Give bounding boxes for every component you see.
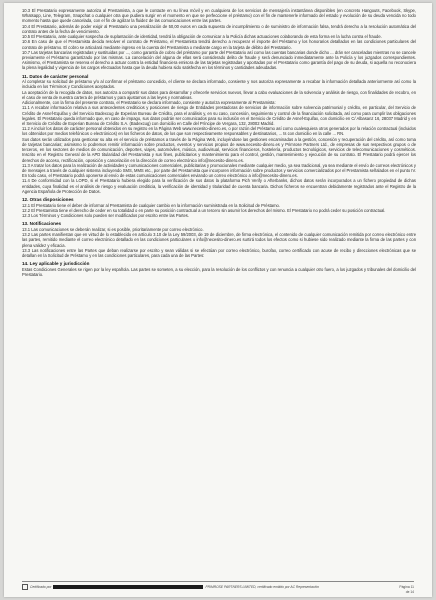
certificate-stamp-icon xyxy=(22,584,28,590)
clause-10-7: 10.7 Las tarjetas bancarias registradas y sustituidas por ..., como garantía de cobro del préstamo por parte del Prestatario así como las cuentas bancarias donde dicho ... drán ser canceladas mientras no se cancele previamente el Préstamo garantizado por las mismas. La cancelación del alguna de ellas será considerado delito de fraude y será denunciado inmediatamente ante la Policía y los juzgados correspondientes. Asimismo, el Prestamista se reserva el derecho a actuar contra la entidad financiera emisora de las tarjetas registradas y aportadas por el Prestatario como garantía del pago de su deuda, si aquella no reconociera la plena legalidad y vigencia de los cargos efectuados hasta que la deuda hubiera sido satisfecha en los términos y cantidades adeudadas. xyxy=(22,49,416,71)
clause-12-1: 12.1 El Prestatario tiene el deber de informar al Prestamista de cualquier cambio en la información suministrada en la Solicitud de Préstamo. xyxy=(22,202,281,208)
section-heading-12: 12. Otras disposiciones xyxy=(22,197,74,203)
redacted-block xyxy=(53,585,203,588)
clause-10-5: 10.5 El Prestatario, ante cualquier sospecha de suplantación de identidad, tendrá la obligación de comunicar a la Policía dichas actuaciones colaborando de esta forma en la lucha contra el fraude. xyxy=(22,34,382,40)
clause-10-6: 10.6 En caso de que el Prestamista decida resolver el contrato de Préstamo, el Prestamista tendrá derecho a recuperar el importe del Préstamo y los honorarios detallados en las condiciones particulares del contrato de préstamo. El cobro se articulará mediante ingreso en la cuenta del Prestamista o mediante cargo en la tarjeta de débito del Prestatario. xyxy=(22,39,416,50)
section-14-text: Estas Condiciones Generales se rigen por la ley española. Las partes se someten, a su elección, para la resolución de los conflictos y con renuncia a cualquier otro fuero, a los juzgados y tribunales del domicilio del Prestatario. xyxy=(22,266,416,277)
page-label: Página 11 xyxy=(399,585,414,589)
clause-12-3: 12.3 Los Términos y Condiciones solo pueden ser modificados por escrito entre las Partes. xyxy=(22,213,190,219)
clause-13-2: 13.2 Las partes manifiestan que en virtud de lo establecido en artículo 3.10 de la Ley 59/2003, de 19 de diciembre, de firma electrónica, el contenido de cualquier comunicación remitida por correo electrónico entre las partes, remitido mediante el correo electrónico detallado en las condiciones particulares o info@necesito-dinero.es surtirá todos los efectos como si hubiese sido realizado mediante la firma de las partes y con plena validez y eficacia. xyxy=(22,232,416,248)
clause-10-4: 10.4 El Prestatario, además de poder exigir al Prestatario una penalización de 50,00 euros en cada supuesto de incumplimiento o de suministro de información falsa, tendrá derecho a la resolución automática del contrato antes de la fecha de vencimiento. xyxy=(22,23,416,34)
clause-13-3: 13.3 Las notificaciones entre las Partes que deban realizarse por escrito y sean válidas si se efectúan por correo electrónico, burofax, correo certificado con acuse de recibo y direcciones electrónicas que se detallan en la Solicitud de Préstamo y en las condiciones particulares, para cada una de las Partes: xyxy=(22,247,416,258)
section-heading-11: 11. Datos de carácter personal xyxy=(22,73,89,79)
certificate-label: Certificado por xyxy=(30,585,52,589)
section-11-acceptance: La aceptación de la recogida de datos, nos autoriza a compartir sus datos para desarrollar y ofrecerle servicios nuevos, llevar a cabo evaluaciones de la solvencia y análisis de riesgo, con finalidades de recobro, en el caso de venta de nuestra cartera de préstamos y para ajustarnos a las leyes y normativas. xyxy=(22,89,416,100)
section-heading-13: 13. Notificaciones xyxy=(22,221,62,227)
clause-13-1: 13.1 Las comunicaciones se deberán realizar, si es posible, prioritariamente por correo electrónico. xyxy=(22,226,204,232)
document-page xyxy=(4,3,432,597)
clause-10-3: 10.3 El Prestatario expresamente autoriza al Prestamista, a que le contacte en su línea móvil y en cualquiera de los servicios de mensajería instantánea disponibles (en concreto Hangouts, Facebook, Skype, Whatsapp, Line, Telegram, Snapchat o cualquier otra que pudiera surgir en el momento en que se perfeccione el préstamo) con el fin de mantenerle informado del estado y evolución de su deuda vencida no todo momento hasta que quede cancelada, con el fin de agilizar la fluidez de las comunicaciones entre las partes. xyxy=(22,8,416,24)
section-11-authorization: Adicionalmente, con la firma del presente contrato, el Prestatario se declara informado, consiente y autoriza expresamente al Prestamista: xyxy=(22,100,276,106)
document-body xyxy=(22,8,416,277)
clause-11-1: 11.1 A recabar información relativa a sus antecedentes crediticios y posiciones de riesgo de Entidades prestadoras de servicios de información sobre solvencia patrimonial y crédito, en particular, del Servicio de Crédito de Asnef-Equifax y del Servicio Badexcug de Experian Bureau de Crédito, para el análisis y, en su caso, concesión, seguimiento y control de la financiación solicitada, así como para cumplir las obligaciones legales. El Prestatario queda informado que, en caso de impago, sus datos podrán ser comunicados para su inclusión en el Servicio de Crédito de Asnef-Equifax, con domicilio en C/ Albasanz 16, 28037 Madrid y en el Servicio de Crédito de Experian Bureau de Crédito S.A. (Badexcug) con domicilio en Calle del Príncipe de Vergara, 132, 28002 Madrid. xyxy=(22,105,416,126)
certificate-tail: PRIMROSE PARTNERS LIMITED, certificado emitido por AC Representación xyxy=(205,585,319,589)
section-11-intro: Al completar su solicitud de préstamo y/o al confirmar el préstamo concedido, el cliente se declara informado, consiente y nos autoriza expresamente a recabar la información detallada anteriormente así como la incluida en los Términos y Condiciones aceptados. xyxy=(22,79,416,90)
page-count: de 14 xyxy=(405,590,414,594)
clause-11-3: 11.3 A tratar los datos para la realización de actividades y comunicaciones comerciales, publicitarias y promocionales mediante cualquier medio, ya sea tradicional, ya sea mediante el envío de correos electrónicos y de mensajes a través de cualquier sistema incluyendo SMS, MMS etc., por parte del Prestamista que incorporen información sobre productos y servicios comercializados por el Prestamista señalados en el punto IV. En todo caso, el Prestatario podrá oponerse al envío de estas comunicaciones comerciales enviando un correo electrónico a info@necesito-dinero.es. xyxy=(22,162,416,179)
page-footer xyxy=(22,581,414,594)
section-heading-14: 14. Ley aplicable y jurisdicción xyxy=(22,261,90,267)
clause-12-2: 12.2 El Prestamista tiene el derecho de ceder en su totalidad o en parte su posición contractual a un tercero sin asumir los derechos del mismo. El Prestatario no podrá ceder su posición contractual. xyxy=(22,207,386,213)
clause-11-2: 11.2 A incluir los datos de carácter personal obtenidos en su registro en la Página Web www.necesito-dinero.es, o por razón del Préstamo así como cualesquiera otros generados por la relación contractual (incluidos los obtenidos por medios telefónicos o electrónicos) en los ficheros de datos, de los que son respectivamente responsables y destinatarios, ... ts con domicilio en la calle ... RN. xyxy=(22,126,416,137)
clause-11-4: 11.4 De conformidad con la LOPD, si el Prestatario hubiera elegido para la verificación de sus datos la plataforma Pich Verify o Afterbanks, dichos datos serán incorporados a un fichero propiedad de dichas entidades, cuya finalidad es el análisis de riesgo y evaluación crediticia, la verificación de identidad y titularidad de cuenta bancaria. Dichos ficheros se encuentran debidamente registrados ante el Registro de la Agencia Española de Protección de Datos. xyxy=(22,178,416,194)
footer-divider xyxy=(22,581,414,582)
clause-11-2-usage: Sus datos serán utilizados para gestionar su alta en el servicio de préstamos a través de la Página Web, incluyéndose las gestiones encaminadas a la gestión, concesión y recuperación del crédito, así como toma de tarjetas bancarias; asimismo lo podremos remitir información sobre productos, eventos y servicios propios de www.necesito-dinero.es y Primrose Partners Ltd., de empresas de sus respectivos grupos o de terceros, en los sectores de medios de comunicación, deportes, viajes, automóviles, música, audiovisual, servicios financieros, hostelería, productos tecnológicos, servicios de telecomunicaciones y cosméticos. Inscrito en el Registro General de la APD titularidad del Prestamista y sus fines, publicitarios y mantenimiento para el control, gestión, mantenimiento y ejecución de su contrato. El Prestatario podrá ejercer los derechos de acceso, rectificación, oposición y cancelación en la dirección de correo electrónico info@necesito-dinero.es. xyxy=(22,136,416,163)
